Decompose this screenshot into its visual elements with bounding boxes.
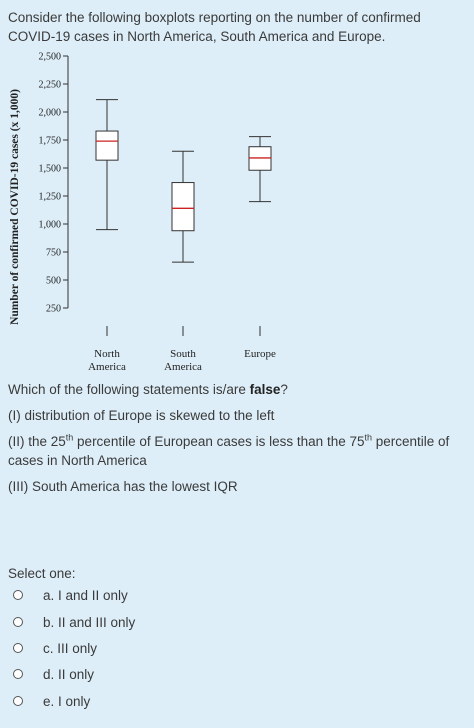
radio-button[interactable] [13,696,23,706]
statement-1: (I) distribution of Europe is skewed to the left [8,408,275,423]
x-category-label-line: Europe [244,348,276,360]
prompt-bold: false [249,382,281,397]
prompt-text: Which of the following statements is/are [8,382,250,397]
y-tick-label: 2,250 [38,79,61,91]
y-axis-label: Number of confirmed COVID-19 cases (x 1,000) [9,89,21,325]
option-label: d. II only [43,666,95,682]
statement-2-part-c: percentile of cases in North America [8,434,450,468]
radio-button[interactable] [13,643,23,653]
x-category-label-line: America [88,361,126,373]
option-label: c. III only [43,640,98,656]
statement-2-sup-1: th [65,432,74,443]
prompt-suffix: ? [280,382,288,397]
y-tick-label: 500 [46,275,61,287]
statement-2 [8,432,468,470]
statement-2-part-b: percentile of European cases is less than the 75 [73,434,365,449]
option-c[interactable] [13,638,97,658]
y-tick-label: 1,000 [38,219,61,231]
y-tick-label: 2,500 [38,51,61,63]
y-tick-label: 1,750 [38,135,61,147]
option-label: a. I and II only [43,587,128,603]
x-category-label [244,348,276,360]
y-tick-label: 1,500 [38,163,61,175]
iqr-box [172,183,194,231]
statement-2-part-a: (II) the 25 [8,434,66,449]
y-tick-label: 1,250 [38,191,61,203]
question-prompt [8,380,468,399]
select-one-label: Select one: [8,566,76,581]
question-intro: Consider the following boxplots reporting on the number of confirmed COVID-19 cases in North America, South America and Europe. [8,10,421,44]
radio-button[interactable] [13,590,23,600]
option-e[interactable] [13,691,90,711]
y-tick-label: 2,000 [38,107,61,119]
x-category-label-line: America [164,361,202,373]
option-a[interactable] [13,585,128,605]
statement-3: (III) South America has the lowest IQR [8,479,238,494]
x-category-label-line: South [170,348,196,360]
statement-2-sup-2: th [364,432,372,443]
x-category-label [164,348,202,373]
option-label: e. I only [43,693,91,709]
option-label: b. II and III only [43,614,136,630]
x-category-label [88,348,126,373]
y-tick-label: 750 [46,247,61,259]
option-d[interactable] [13,664,94,684]
x-category-label-line: North [94,348,120,360]
radio-button[interactable] [13,669,23,679]
boxplot-chart [0,48,300,378]
iqr-box [96,131,118,160]
y-tick-label: 250 [46,303,61,315]
option-b[interactable] [13,612,135,632]
radio-button[interactable] [13,617,23,627]
